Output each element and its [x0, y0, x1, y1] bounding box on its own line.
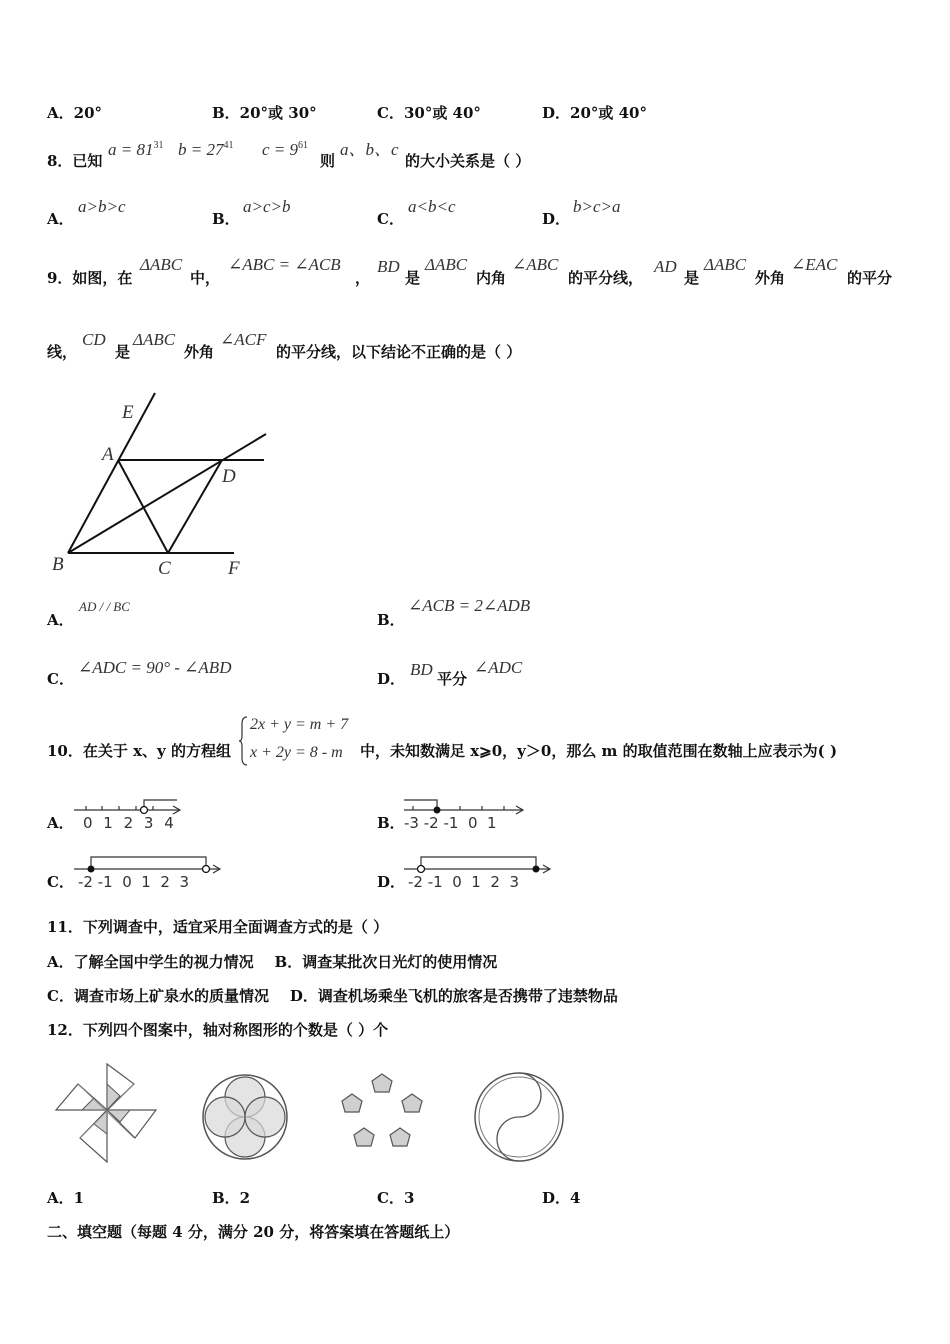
q8-option-a-label: A． [47, 210, 74, 228]
q9-comma: ， [355, 269, 371, 287]
q9-angle-eac: ∠EAC [791, 255, 838, 274]
q12-option-c: C．3 [377, 1189, 415, 1207]
q9-option-b-label: B． [377, 611, 405, 629]
q10-option-a-label: A． [47, 814, 74, 832]
q9-geometry-figure [50, 390, 275, 585]
q8-option-a-expr: a>b>c [78, 197, 126, 216]
q9-shi-3: 是 [115, 343, 131, 361]
q10-suffix: 中，未知数满足 x⩾0，y＞0，那么 m 的取值范围在数轴上应表示为( ) [360, 742, 838, 760]
four-petal-circle-figure [200, 1072, 290, 1162]
q8-option-c-label: C． [377, 210, 404, 228]
q9-option-d-expr2: ∠ADC [474, 658, 523, 677]
line-b-d [68, 434, 266, 553]
q9-nei: 内角 [476, 269, 507, 287]
q7-option-b: B．20°或 30° [212, 104, 317, 122]
q9-triangle: ΔABC [140, 255, 183, 274]
q12-option-d: D．4 [542, 1189, 581, 1207]
q7-option-a: A．20° [47, 104, 103, 122]
q8-suffix: 的大小关系是（ ） [405, 152, 531, 170]
q9-cd: CD [82, 330, 106, 349]
q8-option-b-expr: a>c>b [243, 197, 291, 216]
q9-option-a-label: A． [47, 611, 74, 629]
q8-then: 则 [320, 152, 336, 170]
q9-option-c-label: C． [47, 670, 74, 688]
q8-option-b-label: B． [212, 210, 240, 228]
q9-angle-acf: ∠ACF [220, 330, 267, 349]
q8-option-c-expr: a<b<c [408, 197, 456, 216]
q9-triangle-2: ΔABC [425, 255, 468, 274]
q12-option-b: B．2 [212, 1189, 251, 1207]
q7-option-d: D．20°或 40° [542, 104, 647, 122]
section-2-heading: 二、填空题（每题 4 分，满分 20 分，将答案填在答题纸上） [47, 1223, 460, 1241]
q8-a-expr: $a = 81^{31}$ [108, 140, 164, 159]
q9-bisect: 的平分线， [568, 269, 644, 287]
q9-bd: BD [377, 257, 400, 276]
q9-shi-2: 是 [684, 269, 700, 287]
q8-prefix: 8．已知 [47, 152, 103, 170]
q9-prefix: 9．如图，在 [47, 269, 133, 287]
q10-prefix: 10．在关于 x、y 的方程组 [47, 742, 231, 760]
s-curve-circle-figure [472, 1070, 567, 1165]
q9-bisect-2: 的平分 [847, 269, 893, 287]
label-e: E [122, 402, 134, 423]
q9-equal-angles: ∠ABC = ∠ACB [228, 255, 341, 274]
q9-wai: 外角 [755, 269, 786, 287]
label-d: D [222, 466, 236, 487]
line-e-b [68, 393, 155, 553]
q9-wai-2: 外角 [184, 343, 215, 361]
pinwheel-figure [52, 1062, 162, 1164]
q8-option-d-label: D． [542, 210, 571, 228]
q10-option-b-label: B． [377, 814, 405, 832]
label-f: F [228, 558, 240, 579]
q9-line2-end: 的平分线，以下结论不正确的是（ ） [276, 343, 522, 361]
q9-angle-abc: ∠ABC [512, 255, 559, 274]
q10-option-c-ticks: -2 -1 0 1 2 3 [78, 873, 189, 891]
q9-option-d-mid: 平分 [437, 670, 468, 688]
q10-option-b-ticks: -3 -2 -1 0 1 [404, 814, 497, 832]
q8-vars: a、b、c [340, 140, 399, 159]
pentagon-ring-figure [337, 1072, 427, 1152]
q10-equation-2: x + 2y = 8 - m [250, 744, 343, 761]
q9-option-c-expr: ∠ADC = 90° - ∠ABD [78, 658, 232, 677]
q10-option-a-ticks: 0 1 2 3 4 [83, 814, 177, 832]
q11-stem: 11．下列调查中，适宜采用全面调查方式的是（ ） [47, 918, 389, 936]
q9-ad: AD [654, 257, 677, 276]
q12-stem: 12．下列四个图案中，轴对称图形的个数是（ ）个 [47, 1021, 389, 1039]
q7-option-c: C．30°或 40° [377, 104, 481, 122]
q10-option-d-label: D． [377, 873, 406, 891]
q8-b-expr: $b = 27^{41}$ [178, 140, 234, 159]
q10-brace [239, 716, 249, 766]
q8-c-expr: $c = 9^{61}$ [262, 140, 309, 159]
q9-shi: 是 [405, 269, 421, 287]
q9-line2-start: 线， [47, 343, 78, 361]
q12-option-a: A．1 [47, 1189, 85, 1207]
q10-option-c-label: C． [47, 873, 74, 891]
q8-option-d-expr: b>c>a [573, 197, 621, 216]
q10-equation-1: 2x + y = m + 7 [250, 716, 349, 733]
label-a: A [102, 444, 114, 465]
line-c-d [168, 460, 222, 553]
label-c: C [158, 558, 171, 579]
q9-option-d-expr: BD [410, 660, 433, 679]
q9-zhong: 中， [190, 269, 221, 287]
q10-option-d-ticks: -2 -1 0 1 2 3 [408, 873, 519, 891]
q9-triangle-3: ΔABC [704, 255, 747, 274]
q9-triangle-4: ΔABC [133, 330, 176, 349]
q11-options-line-2: C．调查市场上矿泉水的质量情况 D．调查机场乘坐飞机的旅客是否携带了违禁物品 [47, 987, 618, 1005]
q9-option-a-expr: AD / / BC [79, 599, 130, 614]
q11-options-line-1: A．了解全国中学生的视力情况 B．调查某批次日光灯的使用情况 [47, 953, 498, 971]
q9-option-b-expr: ∠ACB = 2∠ADB [408, 596, 531, 615]
line-a-c [118, 460, 168, 553]
label-b: B [52, 554, 64, 575]
q9-option-d-label: D． [377, 670, 406, 688]
